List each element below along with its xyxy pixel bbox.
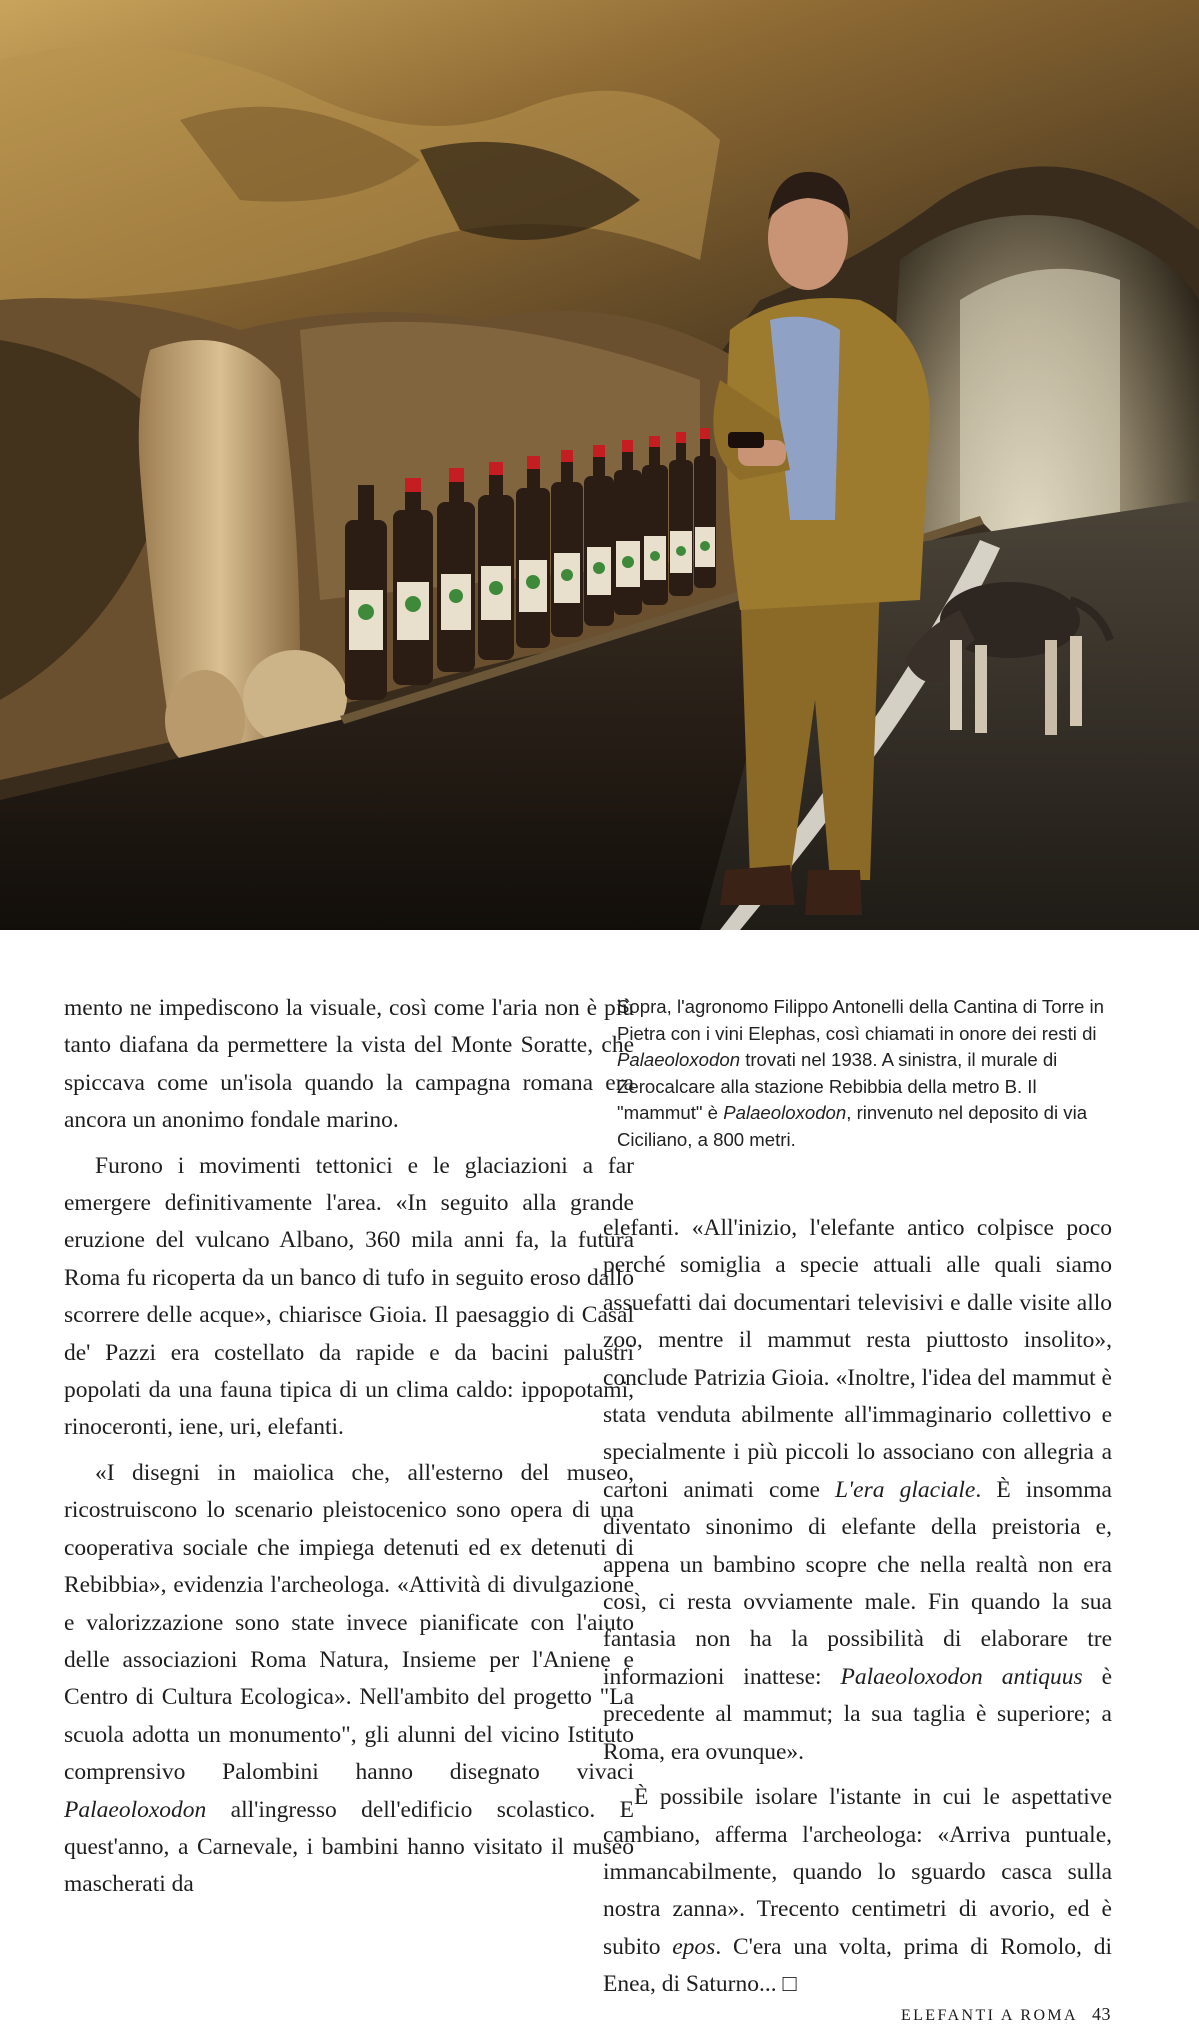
article-column-left — [64, 990, 634, 1904]
cellar-photo — [0, 0, 1199, 930]
running-section-title: ELEFANTI A ROMA — [900, 2007, 1078, 2024]
photo-caption: Sopra, l'agronomo Filippo Antonelli della Cantina di Torre in Pietra con i vini Elephas, così chiamati in onore dei resti di Palaeoloxodon trovati nel 1938. A sinistra, il murale di Zerocalcare alla stazione Rebibbia della metro B. Il "mammut" è Palaeoloxodon, rinvenuto nel deposito di via Ciciliano, a 800 metri. — [617, 996, 1104, 1150]
article-column-right — [603, 1210, 1112, 2004]
paragraph: elefanti. «All'inizio, l'elefante antico colpisce poco perché somiglia a specie attuali alle quali siamo assuefatti dai documentari televisivi e dalle visite allo zoo, mentre il mammut resta piuttosto insolito», conclude Patrizia Gioia. «Inoltre, l'idea del mammut è stata venduta abilmente all'immaginario collettivo e specialmente i più piccoli lo associano con allegria a cartoni animati come L'era glaciale. È insomma diventato sinonimo di elefante della preistoria e, appena un bambino scopre che nella realtà non era così, ci resta ovviamente male. Fin quando la sua fantasia non ha la possibilità di elaborare tre informazioni inattese: Palaeoloxodon antiquus è precedente al mammut; la sua taglia è superiore; a Roma, era ovunque». — [603, 1215, 1112, 1765]
page-footer — [901, 2004, 1111, 2025]
end-of-article-mark: □ — [782, 1971, 797, 1998]
paragraph: È possibile isolare l'istante in cui le aspettative cambiano, afferma l'archeologa: «Arriva puntuale, immancabilmente, quando lo sguardo casca sulla nostra zanna». Trecento centimetri di avorio, ed è subito epos. C'era una volta, prima di Romolo, di Enea, di Saturno... □ — [603, 1784, 1112, 1998]
paragraph: «I disegni in maiolica che, all'esterno del museo, ricostruiscono lo scenario pleistocenico sono opera di una cooperativa sociale che impiega detenuti ed ex detenuti di Rebibbia», evidenzia l'archeologa. «Attività di divulgazione e valorizzazione sono state invece pianificate con l'aiuto delle associazioni Roma Natura, Insieme per l'Aniene e Centro di Cultura Ecologica». Nell'ambito del progetto "La scuola adotta un monumento", gli alunni del vicino Istituto comprensivo Palombini hanno disegnato vivaci Palaeoloxodon all'ingresso dell'edificio scolastico. E quest'anno, a Carnevale, i bambini hanno visitato il museo mascherati da — [64, 1459, 634, 1898]
cellar-photo-illustration — [0, 0, 1199, 930]
paragraph: Furono i movimenti tettonici e le glaciazioni a far emergere definitivamente l'area. «In seguito alla grande eruzione del vulcano Albano, 360 mila anni fa, la futura Roma fu ricoperta da un banco di tufo in seguito eroso dallo scorrere delle acque», chiarisce Gioia. Il paesaggio di Casal de' Pazzi era costellato da rapide e da bacini palustri popolati da una fauna tipica di un clima caldo: ippopotami, rinoceronti, iene, uri, elefanti. — [64, 1152, 634, 1441]
paragraph: mento ne impediscono la visuale, così come l'aria non è più tanto diafana da permettere la vista del Monte Soratte, che spiccava come un'isola quando la campagna romana era ancora un anonimo fondale marino. — [64, 995, 634, 1134]
page-number: 43 — [1092, 2004, 1111, 2024]
